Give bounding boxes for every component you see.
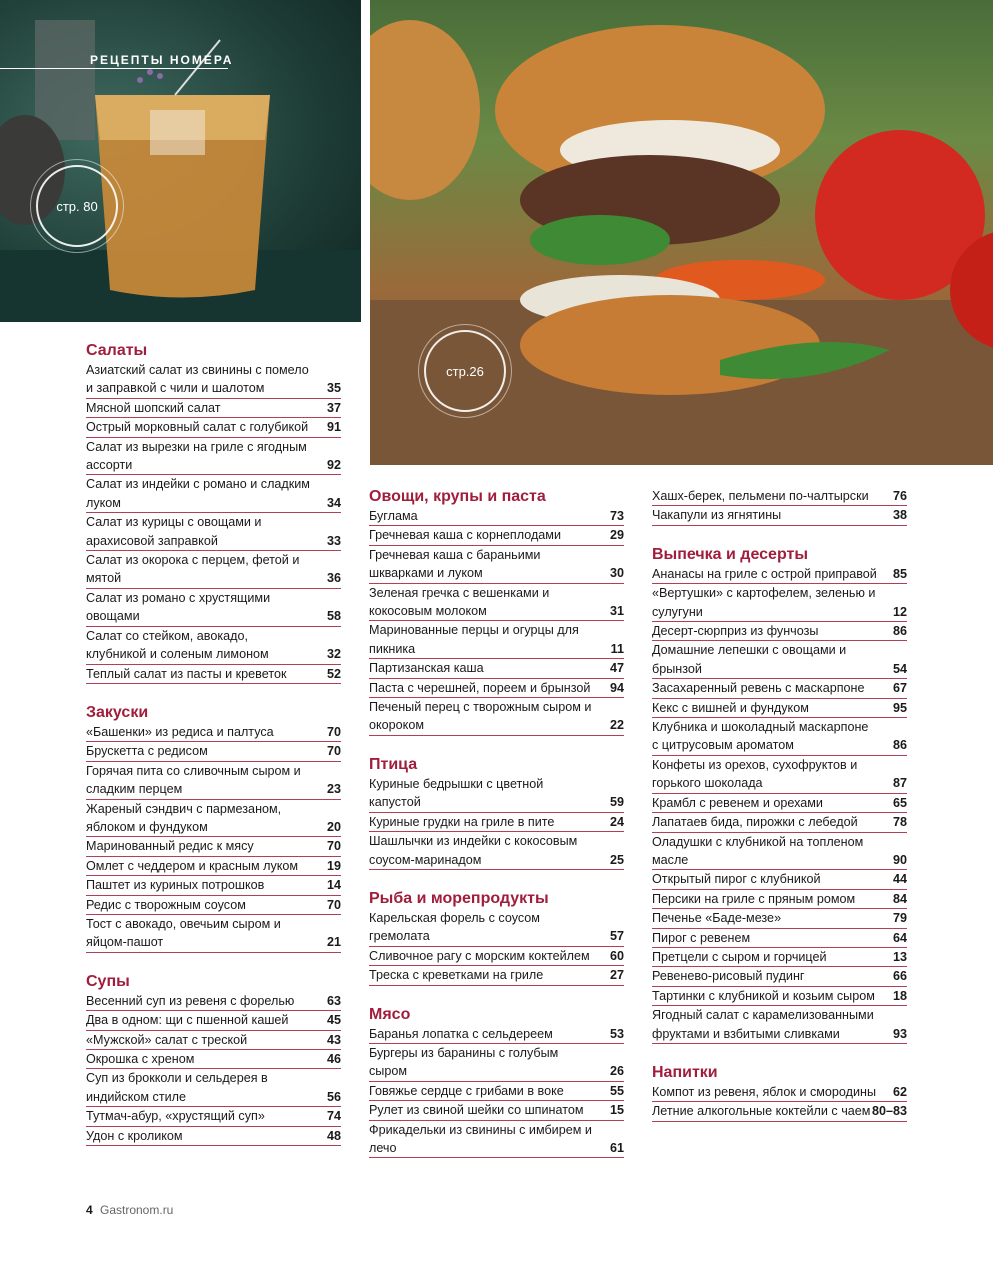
recipe-title: Жареный сэндвич с пармезаном, яблоком и фундуком	[86, 801, 282, 834]
recipe-page: 32	[326, 647, 341, 662]
recipe-title: Салат из вырезки на гриле с ягодным ассорти	[86, 439, 307, 473]
recipe-page: 33	[326, 533, 341, 548]
recipe-page: 94	[609, 680, 624, 695]
recipe-entry	[86, 896, 341, 915]
recipe-entry	[86, 1107, 341, 1126]
recipe-page: 12	[892, 604, 907, 619]
recipe-title: Персики на гриле с пряным ромом	[652, 891, 856, 906]
recipe-page: 43	[326, 1032, 341, 1047]
recipe-title: Треска с креветками на гриле	[369, 968, 544, 983]
site-name: Gastronom.ru	[100, 1203, 174, 1217]
section-label: РЕЦЕПТЫ НОМЕРА	[90, 53, 234, 67]
recipe-title: Салат из романо с хрустящими овощами	[86, 590, 271, 624]
recipe-entry	[652, 1006, 907, 1044]
recipe-title: Лапатаев бида, пирожки с лебедой	[652, 815, 858, 830]
recipe-title: «Вертушки» с картофелем, зеленью и сулугуни	[652, 586, 876, 619]
recipe-title: Летние алкогольные коктейли с чаем	[652, 1104, 871, 1119]
recipe-page: 18	[892, 988, 907, 1003]
recipe-title: Рулет из свиной шейки со шпинатом	[369, 1103, 584, 1118]
recipe-page: 14	[326, 878, 341, 893]
recipe-page: 86	[892, 624, 907, 639]
category-heading: Рыба и морепродукты	[369, 889, 549, 907]
recipe-title: Печенье «Баде-мезе»	[652, 911, 782, 926]
recipe-title: Буглама	[369, 509, 418, 523]
recipe-title: Омлет с чеддером и красным луком	[86, 858, 299, 873]
recipe-title: Конфеты из орехов, сухофруктов и горького шоколада	[652, 757, 858, 791]
recipe-page: 80–83	[871, 1104, 907, 1119]
recipe-entry	[86, 361, 341, 399]
recipe-entry	[652, 679, 907, 698]
recipe-title: Куриные грудки на гриле в пите	[369, 814, 555, 829]
recipe-entry	[369, 507, 624, 526]
recipe-title: Окрошка с хреном	[86, 1052, 195, 1066]
recipe-entry	[369, 698, 624, 736]
drink-photo	[0, 0, 361, 322]
category-heading: Овощи, крупы и паста	[369, 488, 546, 505]
recipe-entry	[652, 909, 907, 928]
recipe-title: Салат из курицы с овощами и арахисовой заправкой	[86, 515, 262, 548]
recipe-entry	[86, 589, 341, 627]
recipe-title: Компот из ревеня, яблок и смородины	[652, 1084, 877, 1099]
recipe-entry	[652, 870, 907, 889]
drink-illustration	[0, 0, 361, 322]
recipe-entry	[652, 506, 907, 525]
recipe-entry	[369, 584, 624, 622]
recipe-title: Зеленая гречка с вешенками и кокосовым молоком	[369, 585, 550, 619]
recipe-title: Баранья лопатка с сельдереем	[369, 1026, 553, 1041]
recipe-title: Засахаренный ревень с маскарпоне	[652, 681, 865, 696]
recipe-page: 65	[892, 795, 907, 810]
recipe-page: 34	[326, 495, 341, 510]
recipe-entry	[369, 775, 624, 813]
recipe-title: Чакапули из ягнятины	[652, 508, 782, 523]
recipe-title: Мясной шопский салат	[86, 400, 221, 415]
recipe-title: Оладушки с клубникой на топленом масле	[652, 834, 864, 867]
recipe-entry	[369, 546, 624, 584]
recipe-page: 36	[326, 571, 341, 586]
category-heading: Супы	[86, 972, 130, 990]
recipe-title: Брускетта с редисом	[86, 744, 208, 759]
recipe-entry	[369, 832, 624, 870]
recipe-page: 45	[326, 1013, 341, 1028]
recipe-page: 35	[326, 381, 341, 396]
recipe-page: 60	[609, 948, 624, 963]
recipe-page: 27	[609, 968, 624, 983]
recipe-title: Ананасы на гриле с острой приправой	[652, 566, 877, 581]
recipe-page: 19	[326, 858, 341, 873]
recipe-page: 21	[326, 935, 341, 950]
recipe-page: 59	[609, 795, 624, 810]
recipe-title: Открытый пирог с клубникой	[652, 872, 821, 887]
recipe-entry	[86, 399, 341, 418]
recipe-page: 70	[326, 724, 341, 739]
recipe-page: 55	[609, 1083, 624, 1098]
recipe-entry	[652, 487, 907, 506]
recipe-page: 76	[892, 489, 907, 503]
recipe-title: Претцели с сыром и горчицей	[652, 949, 827, 964]
recipe-entry	[86, 800, 341, 838]
recipe-entry	[652, 718, 907, 756]
recipe-entry	[86, 1069, 341, 1107]
recipe-column-3	[652, 487, 907, 1122]
recipe-page: 37	[326, 400, 341, 415]
recipe-entry	[86, 475, 341, 513]
recipe-title: Фрикадельки из свинины с имбирем и лечо	[369, 1122, 592, 1155]
recipe-entry	[369, 1044, 624, 1082]
recipe-title: Маринованные перцы и огурцы для пикника	[369, 623, 579, 656]
category-heading: Закуски	[86, 703, 149, 721]
recipe-entry	[86, 857, 341, 876]
recipe-title: Хашх-берек, пельмени по-чалтырски	[652, 489, 869, 503]
recipe-page: 73	[609, 509, 624, 523]
recipe-page: 25	[609, 852, 624, 867]
recipe-page: 91	[326, 420, 341, 435]
recipe-title: Сливочное рагу с морским коктейлем	[369, 948, 590, 963]
recipe-page: 44	[892, 872, 907, 887]
recipe-title: Азиатский салат из свинины с помело и заправкой с чили и шалотом	[86, 363, 309, 396]
recipe-page: 54	[892, 661, 907, 676]
recipe-page: 52	[326, 666, 341, 681]
recipe-page: 87	[892, 776, 907, 791]
recipe-title: Салат со стейком, авокадо, клубникой и соленым лимоном	[86, 628, 269, 662]
recipe-page: 57	[609, 929, 624, 944]
recipe-entry	[86, 665, 341, 684]
recipe-entry	[86, 837, 341, 856]
recipe-title: Бургеры из баранины с голубым сыром	[369, 1045, 559, 1079]
category-heading: Мясо	[369, 1005, 411, 1023]
recipe-title: Гречневая каша с бараньими шкварками и луком	[369, 547, 541, 581]
recipe-page: 46	[326, 1052, 341, 1066]
recipe-page: 70	[326, 897, 341, 912]
recipe-page: 66	[892, 969, 907, 984]
recipe-entry	[652, 890, 907, 909]
recipe-entry	[369, 813, 624, 832]
recipe-entry	[369, 947, 624, 966]
recipe-entry	[652, 929, 907, 948]
recipe-title: Паста с черешней, пореем и брынзой	[369, 680, 591, 695]
recipe-title: Говяжье сердце с грибами в воке	[369, 1083, 564, 1098]
recipe-title: Ягодный салат с карамелизованными фруктами и взбитыми сливками	[652, 1008, 874, 1041]
recipe-entry	[652, 967, 907, 986]
recipe-title: Домашние лепешки с овощами и брынзой	[652, 643, 847, 676]
recipe-title: Печеный перец с творожным сыром и окороком	[369, 700, 592, 733]
recipe-entry	[86, 627, 341, 665]
recipe-title: Тутмач-абур, «хрустящий суп»	[86, 1109, 265, 1124]
recipe-entry	[652, 1102, 907, 1121]
recipe-page: 74	[326, 1109, 341, 1124]
recipe-page: 86	[892, 738, 907, 753]
recipe-entry	[86, 513, 341, 551]
recipe-entry	[86, 438, 341, 476]
recipe-page: 95	[892, 700, 907, 715]
recipe-title: Теплый салат из пасты и креветок	[86, 666, 287, 681]
recipe-entry	[86, 992, 341, 1011]
recipe-title: Десерт-сюрприз из фунчозы	[652, 624, 819, 639]
recipe-page: 15	[609, 1103, 624, 1118]
recipe-entry	[86, 1011, 341, 1030]
recipe-page: 22	[609, 718, 624, 733]
category-heading: Напитки	[652, 1063, 718, 1081]
recipe-title: Суп из брокколи и сельдерея в индийском стиле	[86, 1071, 268, 1104]
recipe-page: 23	[326, 782, 341, 797]
recipe-title: Карельская форель с соусом гремолата	[369, 910, 540, 944]
recipe-title: «Мужской» салат с треской	[86, 1032, 248, 1047]
recipe-entry	[652, 565, 907, 584]
section-label-line	[0, 68, 228, 69]
recipe-entry	[86, 1127, 341, 1146]
recipe-title: Крамбл с ревенем и орехами	[652, 795, 823, 810]
recipe-page: 29	[609, 528, 624, 543]
recipe-title: Ревенево-рисовый пудинг	[652, 969, 805, 984]
recipe-page: 24	[609, 814, 624, 829]
recipe-page: 85	[892, 566, 907, 581]
page-number: 4	[86, 1203, 93, 1217]
recipe-page: 78	[892, 815, 907, 830]
recipe-page: 47	[609, 661, 624, 676]
page-badge-burger: стр.26	[424, 330, 506, 412]
recipe-entry	[652, 584, 907, 622]
recipe-entry	[86, 723, 341, 742]
recipe-page: 67	[892, 681, 907, 696]
recipe-title: Шашлычки из индейки с кокосовым соусом-маринадом	[369, 834, 578, 867]
category-heading: Птица	[369, 755, 418, 773]
recipe-page: 56	[326, 1089, 341, 1104]
recipe-page: 13	[892, 949, 907, 964]
recipe-title: Гречневая каша с корнеплодами	[369, 528, 561, 543]
recipe-entry	[652, 756, 907, 794]
recipe-entry	[86, 1050, 341, 1069]
recipe-title: Куриные бедрышки с цветной капустой	[369, 776, 544, 810]
recipe-title: Острый морковный салат с голубикой	[86, 420, 309, 435]
recipe-page: 63	[326, 993, 341, 1008]
recipe-entry	[369, 1025, 624, 1044]
recipe-entry	[86, 1031, 341, 1050]
recipe-page: 48	[326, 1128, 341, 1143]
recipe-entry	[652, 1083, 907, 1102]
recipe-page: 90	[892, 852, 907, 867]
recipe-title: Партизанская каша	[369, 661, 484, 676]
burger-photo	[370, 0, 993, 465]
recipe-page: 70	[326, 744, 341, 759]
recipe-title: Пирог с ревенем	[652, 930, 751, 945]
recipe-page: 64	[892, 930, 907, 945]
recipe-title: Тост с авокадо, овечьим сыром и яйцом-пашот	[86, 916, 281, 950]
recipe-entry	[86, 418, 341, 437]
recipe-title: Салат из окорока с перцем, фетой и мятой	[86, 553, 300, 586]
recipe-entry	[369, 526, 624, 545]
recipe-entry	[369, 1101, 624, 1120]
recipe-entry	[652, 622, 907, 641]
recipe-page: 79	[892, 911, 907, 926]
recipe-page: 26	[609, 1064, 624, 1079]
recipe-column-2	[369, 487, 624, 1158]
recipe-title: Кекс с вишней и фундуком	[652, 700, 809, 715]
recipe-entry	[369, 909, 624, 947]
recipe-title: Паштет из куриных потрошков	[86, 878, 265, 893]
recipe-page: 11	[610, 641, 624, 656]
recipe-page: 62	[892, 1084, 907, 1099]
recipe-entry	[652, 833, 907, 871]
recipe-entry	[369, 679, 624, 698]
recipe-page: 38	[892, 508, 907, 523]
recipe-entry	[86, 915, 341, 953]
recipe-title: Удон с кроликом	[86, 1128, 183, 1143]
recipe-entry	[86, 742, 341, 761]
recipe-entry	[86, 551, 341, 589]
recipe-title: Редис с творожным соусом	[86, 897, 246, 912]
recipe-entry	[86, 876, 341, 895]
recipe-title: Салат из индейки с романо и сладким луком	[86, 477, 310, 510]
recipe-entry	[369, 659, 624, 678]
recipe-entry	[652, 699, 907, 718]
recipe-page: 30	[609, 566, 624, 581]
category-heading: Салаты	[86, 342, 148, 359]
recipe-entry	[652, 987, 907, 1006]
recipe-title: Горячая пита со сливочным сыром и сладким перцем	[86, 763, 301, 797]
recipe-title: Два в одном: щи с пшенной кашей	[86, 1013, 289, 1028]
recipe-entry	[369, 966, 624, 985]
recipe-title: Весенний суп из ревеня с форелью	[86, 993, 295, 1008]
recipe-entry	[369, 1121, 624, 1159]
recipe-page: 58	[326, 609, 341, 624]
recipe-column-1	[86, 341, 341, 1146]
recipe-title: Маринованный редис к мясу	[86, 839, 254, 854]
recipe-page: 92	[326, 458, 341, 473]
recipe-page: 31	[609, 604, 624, 619]
recipe-entry	[652, 794, 907, 813]
recipe-entry	[652, 948, 907, 967]
recipe-page: 93	[892, 1026, 907, 1041]
page-badge-drink: стр. 80	[36, 165, 118, 247]
recipe-entry	[652, 813, 907, 832]
recipe-title: Тартинки с клубникой и козьим сыром	[652, 988, 875, 1003]
recipe-entry	[369, 621, 624, 659]
recipe-page: 70	[326, 839, 341, 854]
recipe-entry	[86, 762, 341, 800]
category-heading: Выпечка и десерты	[652, 545, 809, 563]
recipe-page: 61	[609, 1140, 624, 1155]
recipe-entry	[369, 1082, 624, 1101]
recipe-page: 84	[892, 891, 907, 906]
recipe-title: Клубника и шоколадный маскарпоне с цитрусовым ароматом	[652, 720, 869, 753]
recipe-entry	[652, 641, 907, 679]
recipe-page: 53	[609, 1026, 624, 1041]
recipe-title: «Башенки» из редиса и палтуса	[86, 724, 274, 739]
recipe-page: 20	[326, 819, 341, 834]
